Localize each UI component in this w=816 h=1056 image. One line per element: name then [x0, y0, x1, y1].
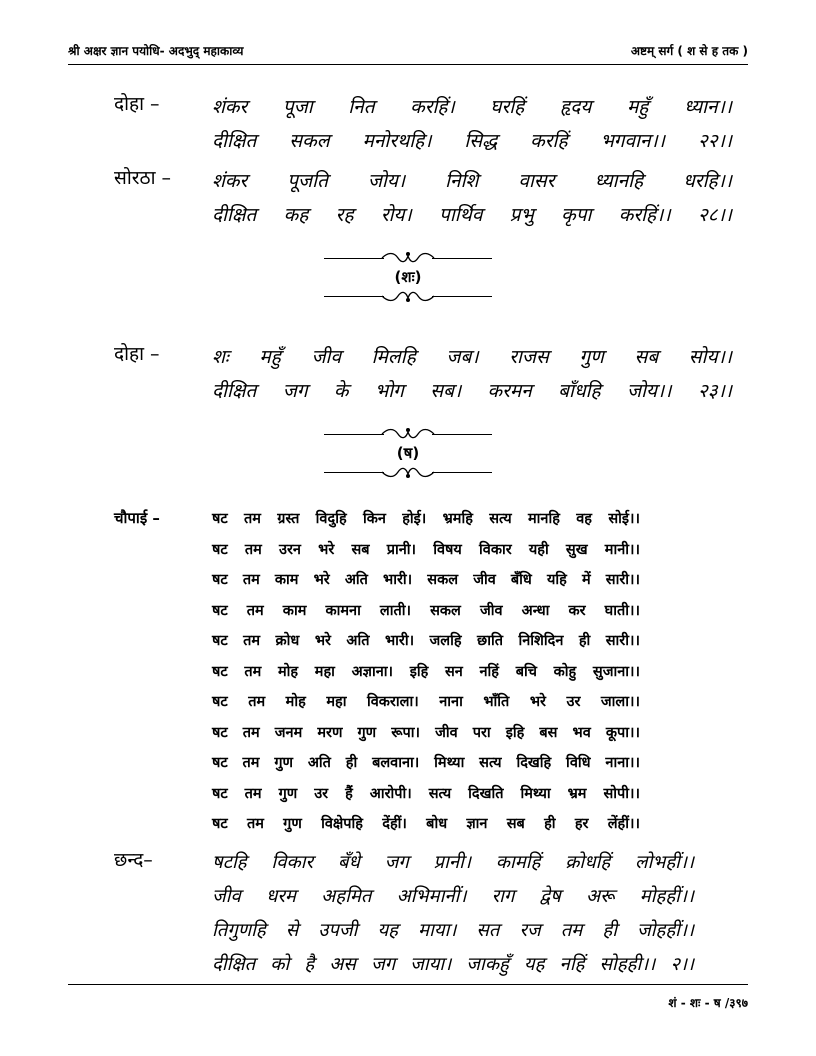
header-divider [68, 64, 748, 65]
verse-label: दोहा – [114, 93, 160, 115]
verse-line: शंकर पूजा नित करहिं। घरहिं हृदय महुँ ध्यान।। [212, 96, 732, 118]
verse-label: चौपाई – [114, 509, 160, 527]
chhand-line: तिगुणहि से उपजी यह माया। सत रज तम ही जोहहीं।। [212, 920, 694, 941]
chaupai-line: षट तम मोह महा अज्ञाना। इहि सन नहिं बचि कोहु सुजाना।। [212, 663, 640, 680]
header-book-title: श्री अक्षर ज्ञान पयोधि- अदभुद् महाकाव्य [68, 44, 244, 58]
flourish-icon [378, 426, 438, 442]
chaupai-line: षट तम जनम मरण गुण रूपा। जीव परा इहि बस भव कूपा।। [212, 724, 640, 741]
verse-line: शंकर पूजति जोय। निशि वासर ध्यानहि धरहि।। [212, 170, 732, 192]
verse-line: दीक्षित जग के भोग सब। करमन बाँधहि जोय।। २३।। [212, 380, 732, 402]
chhand-line: षटहि विकार बँधे जग प्रानी। कामहिं क्रोधहिं लोभहीं।। [212, 852, 694, 873]
chaupai-line: षट तम गुण विक्षेपहि देंहीं। बोध ज्ञान सब ही हर लेंहीं।। [212, 816, 640, 832]
verse-label: सोरठा – [114, 167, 172, 189]
section-divider-sha [320, 426, 496, 480]
chhand-line: दीक्षित को है अस जग जाया। जाकहुँ यह नहिं सोहही।। २।। [212, 954, 694, 975]
page-header [68, 42, 748, 64]
verse-line: दीक्षित सकल मनोरथहि। सिद्ध करहिं भगवान।। २२।। [212, 130, 732, 152]
section-heading: (ष) [396, 444, 420, 462]
chaupai-line: षट तम उरन भरे सब प्रानी। विषय विकार यही सुख मानी।। [212, 541, 640, 558]
chaupai-line: षट तम क्रोध भरे अति भारी। जलहि छाति निशिदिन ही सारी।। [212, 633, 640, 649]
chaupai-line: षट तम काम कामना लाती। सकल जीव अन्धा कर घाती।। [212, 602, 640, 619]
verse-label: छन्द– [114, 849, 153, 871]
verse-label: दोहा – [114, 343, 160, 365]
chaupai-line: षट तम गुण उर हैं आरोपी। सत्य दिखति मिथ्या भ्रम सोपी।। [212, 785, 640, 802]
verse-line: शः महुँ जीव मिलहि जब। राजस गुण सब सोय।। [212, 346, 732, 368]
page-number: शं - शः - ष /३९७ [668, 996, 748, 1010]
verse-line: दीक्षित कह रह रोय। पार्थिव प्रभु कृपा करहिं।। २८।। [212, 204, 732, 226]
footer-divider [68, 984, 748, 985]
flourish-icon [378, 250, 438, 266]
section-heading: (शः) [394, 268, 422, 286]
header-chapter-title: अष्टम् सर्ग ( श से ह तक ) [630, 44, 748, 58]
chaupai-line: षट तम काम भरे अति भारी। सकल जीव बँधि यहि में सारी।। [212, 572, 640, 588]
section-divider-shah [320, 250, 496, 304]
flourish-icon [378, 464, 438, 480]
chaupai-line: षट तम गुण अति ही बलवाना। मिथ्या सत्य दिखहि विधि नाना।। [212, 755, 640, 771]
chhand-line: जीव धरम अहमित अभिमानीं। राग द्वेष अरू मोहहीं।। [212, 886, 694, 907]
chaupai-line: षट तम ग्रस्त विदुहि किन होई। भ्रमहि सत्य मानहि वह सोई।। [212, 511, 640, 527]
chaupai-line: षट तम मोह महा विकराला। नाना भाँति भरे उर जाला।। [212, 694, 640, 710]
flourish-icon [378, 288, 438, 304]
